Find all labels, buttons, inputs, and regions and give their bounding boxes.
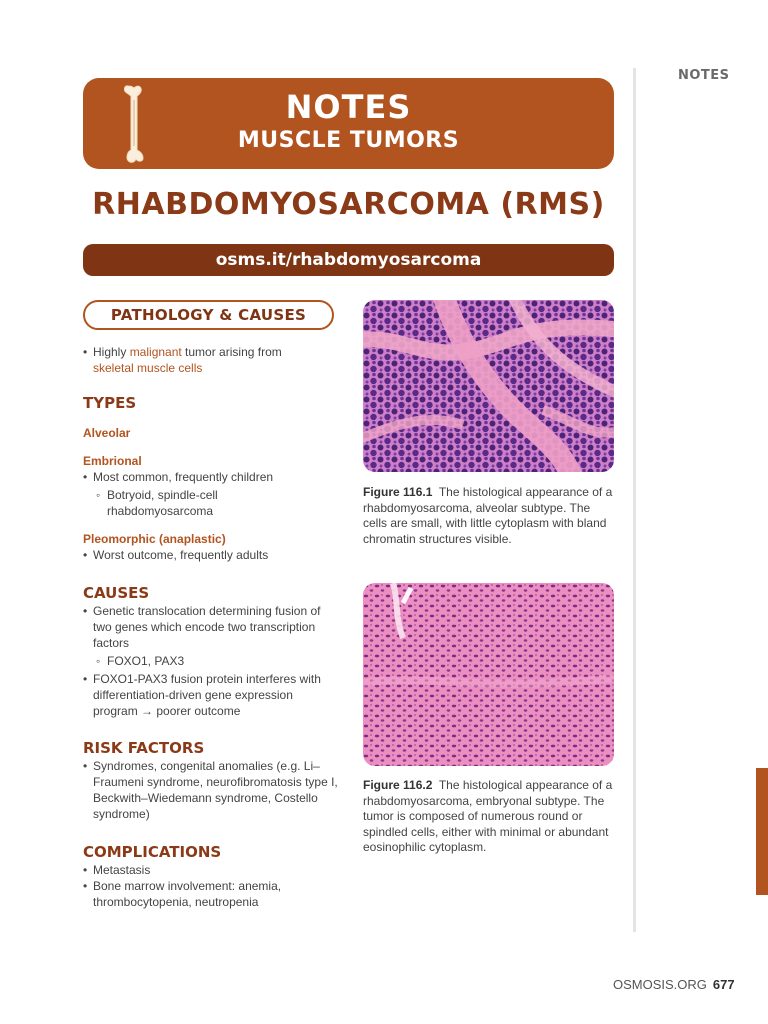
causes-sub-1: ◦ FOXO1, PAX3 — [83, 653, 338, 669]
histology-embryonal-image — [363, 583, 614, 766]
type-alveolar: Alveolar — [83, 426, 131, 440]
chapter-edge-tab — [756, 768, 768, 895]
causes-bullet-1: • Genetic translocation determining fusion of two genes which encode two transcription factors — [83, 603, 338, 651]
risk-bullet-1: • Syndromes, congenital anomalies (e.g. Li–Fraumeni syndrome, neurofibromatosis type I, Beckwith–Wiedemann syndrome, Costello syndrome) — [83, 758, 338, 822]
figure-1-image — [363, 300, 614, 472]
figure-2-text: The histological appearance of a rhabdomyosarcoma, embryonal subtype. The tumor is composed of numerous round or spindled cells, either with minimal or abundant eosinophilic cytoplasm. — [363, 778, 613, 854]
page-number: 677 — [712, 977, 735, 992]
type-pleomorphic: Pleomorphic (anaplastic) — [83, 532, 226, 546]
embrional-block — [83, 453, 338, 519]
type-embrional: Embrional — [83, 454, 142, 468]
malignant-link[interactable]: malignant — [129, 345, 182, 359]
intro-text-mid: tumor arising from — [181, 345, 282, 359]
complications-block — [83, 844, 338, 910]
histology-alveolar-image — [363, 300, 614, 472]
risk-block — [83, 740, 338, 822]
intro-bullet — [83, 344, 338, 376]
skeletal-muscle-link[interactable]: skeletal muscle cells — [93, 361, 203, 375]
causes-bullet-2: • FOXO1-PAX3 fusion protein interferes with differentiation-driven gene expression program → poorer outcome — [83, 671, 338, 719]
causes-heading: CAUSES — [83, 584, 150, 602]
intro-text-pre: Highly — [93, 345, 130, 359]
embrional-sub-1: ◦ Botryoid, spindle-cell rhabdomyosarcoma — [83, 487, 283, 519]
embrional-bullet-1: • Most common, frequently children — [83, 469, 338, 485]
figure-1-label: Figure 116.1 — [363, 485, 433, 499]
risk-heading: RISK FACTORS — [83, 739, 205, 757]
complications-heading: COMPLICATIONS — [83, 843, 222, 861]
section-heading-pathology: PATHOLOGY & CAUSES — [83, 300, 334, 330]
figure-2-image — [363, 583, 614, 766]
footer-site: OSMOSIS.ORG — [613, 977, 707, 992]
intro-block — [83, 344, 338, 376]
page-title: RHABDOMYOSARCOMA (RMS) — [92, 187, 605, 222]
figure-2-label: Figure 116.2 — [363, 778, 433, 792]
complications-bullet-2: • Bone marrow involvement: anemia, thrombocytopenia, neutropenia — [83, 878, 338, 910]
types-heading: TYPES — [83, 394, 137, 412]
sidebar-notes-label: NOTES — [678, 68, 730, 83]
sidebar-divider — [633, 68, 636, 932]
pleomorphic-block — [83, 531, 338, 563]
topic-link[interactable]: osms.it/rhabdomyosarcoma — [83, 244, 614, 276]
banner-subtitle: MUSCLE TUMORS — [237, 128, 460, 153]
figure-2-caption — [363, 778, 614, 856]
types-heading-wrap — [83, 395, 338, 411]
pleomorphic-bullet-1: • Worst outcome, frequently adults — [83, 547, 338, 563]
causes-block — [83, 585, 338, 719]
figure-1-text: The histological appearance of a rhabdomyosarcoma, alveolar subtype. The cells are small, with little cytoplasm with bland chromatin structures visible. — [363, 485, 613, 546]
header-banner — [83, 78, 614, 169]
banner-title: NOTES — [285, 88, 412, 126]
page-footer — [613, 977, 735, 992]
figure-1-caption — [363, 485, 614, 547]
complications-bullet-1: • Metastasis — [83, 862, 338, 878]
alveolar-wrap — [83, 425, 338, 441]
